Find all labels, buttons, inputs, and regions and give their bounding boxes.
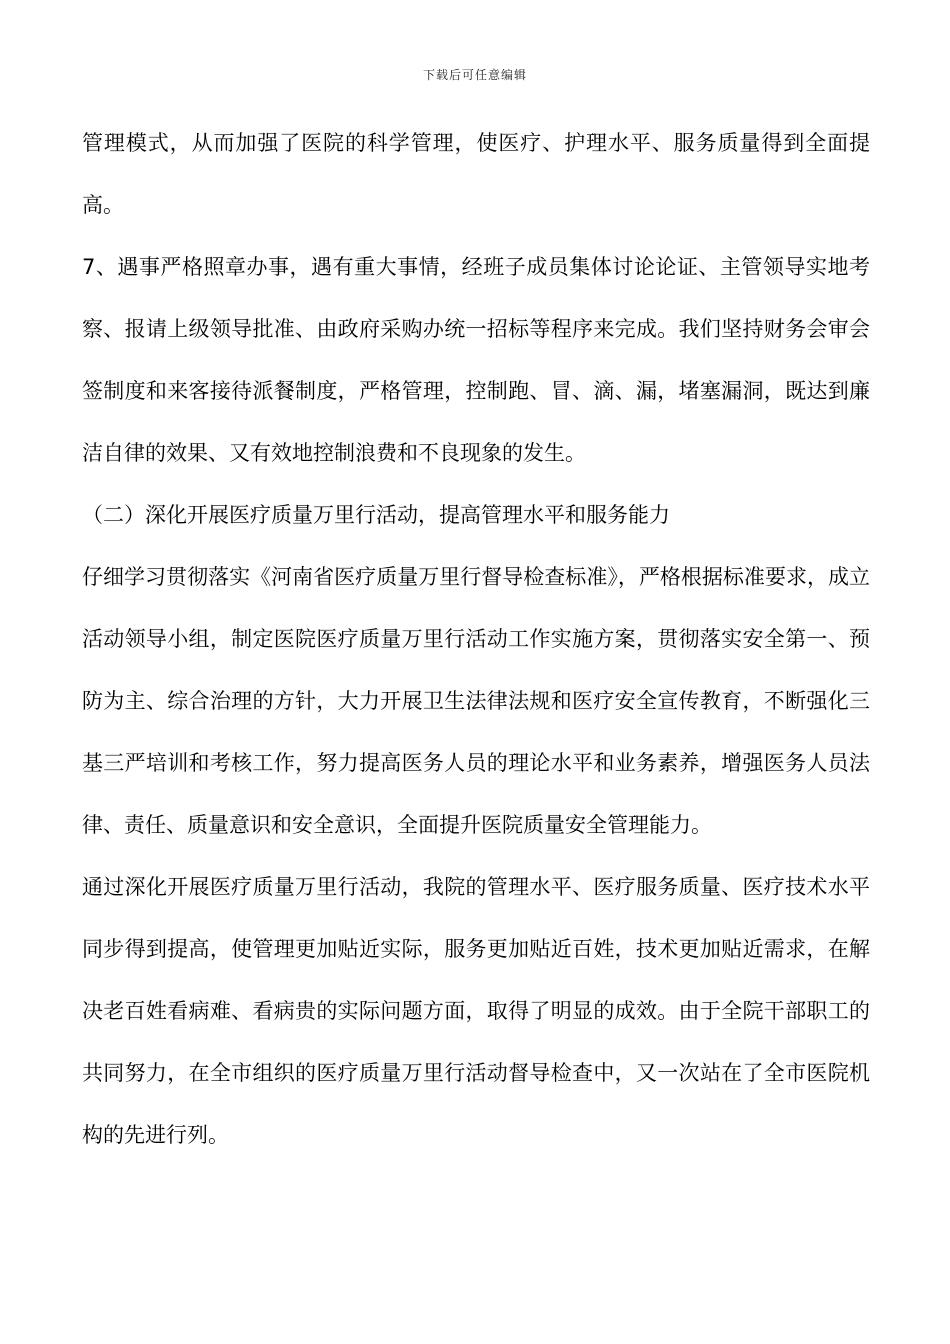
document-body	[82, 112, 870, 1166]
paragraph-standards: 仔细学习贯彻落实《河南省医疗质量万里行督导检查标准》，严格根据标准要求，成立活动领导小组，制定医院医疗质量万里行活动工作实施方案，贯彻落实安全第一、预防为主、综合治理的方针，大力开展卫生法律法规和医疗安全宣传教育，不断强化三基三严培训和考核工作，努力提高医务人员的理论水平和业务素养，增强医务人员法律、责任、质量意识和安全意识，全面提升医院质量安全管理能力。	[82, 565, 870, 837]
paragraph-item-7: 7、遇事严格照章办事，遇有重大事情，经班子成员集体讨论论证、主管领导实地考察、报请上级领导批准、由政府采购办统一招标等程序来完成。我们坚持财务会审会签制度和来客接待派餐制度，严格管理，控制跑、冒、滴、漏，堵塞漏洞，既达到廉洁自律的效果、又有效地控制浪费和不良现象的发生。	[82, 255, 870, 465]
paragraph-management-mode: 管理模式，从而加强了医院的科学管理，使医疗、护理水平、服务质量得到全面提高。	[82, 131, 870, 217]
page-header: 下载后可任意编辑	[422, 68, 527, 82]
paragraph-results: 通过深化开展医疗质量万里行活动，我院的管理水平、医疗服务质量、医疗技术水平同步得到提高，使管理更加贴近实际，服务更加贴近百姓，技术更加贴近需求，在解决老百姓看病难、看病贵的实际问题方面，取得了明显的成效。由于全院干部职工的共同努力，在全市组织的医疗质量万里行活动督导检查中，又一次站在了全市医院机构的先进行列。	[82, 875, 870, 1147]
section-heading-2: （二）深化开展医疗质量万里行活动，提高管理水平和服务能力	[82, 503, 670, 527]
